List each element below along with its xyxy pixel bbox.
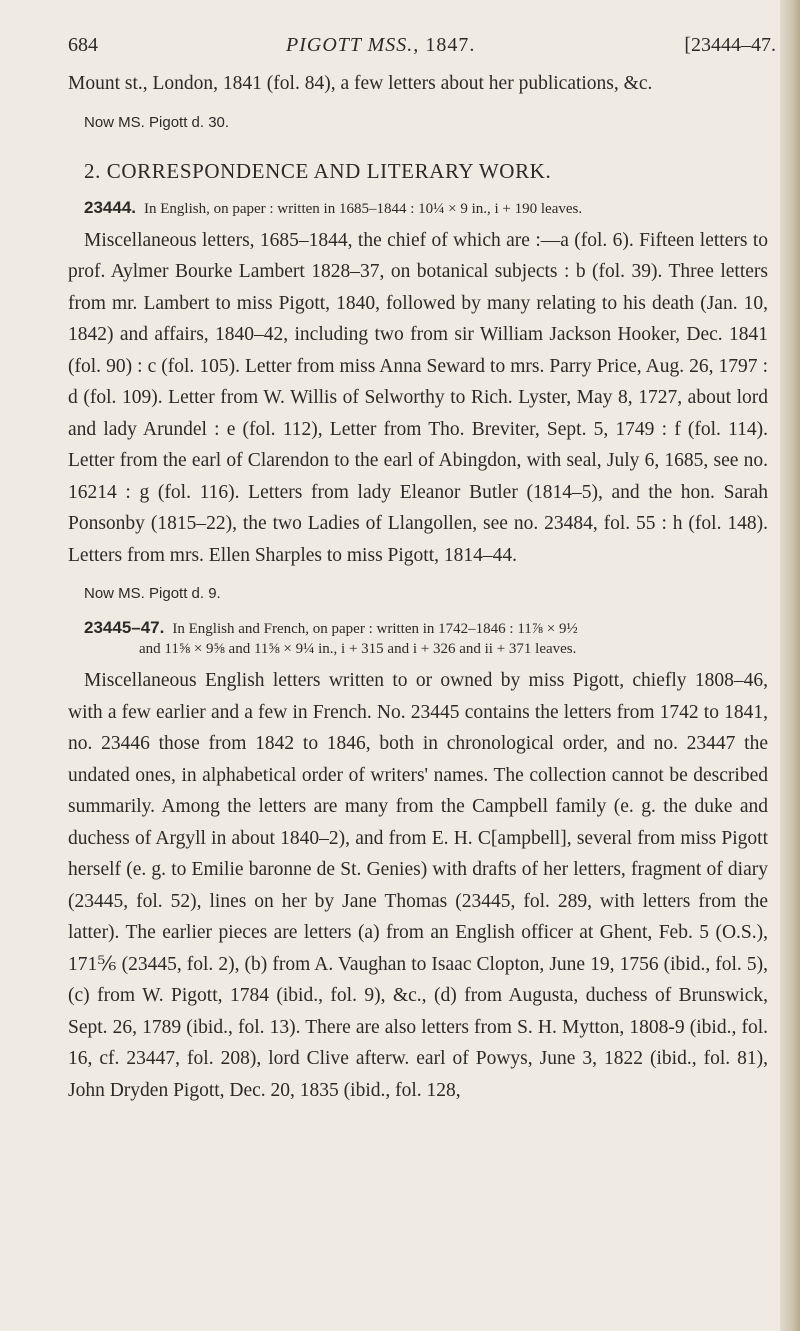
catalogue-page	[68, 34, 776, 1106]
entry-23445-47-physical-1: In English and French, on paper : written in 1742–1846 : 11⅞ × 9½	[172, 621, 578, 637]
entry-23445-47-head	[84, 618, 768, 659]
entry-23444-physical: In English, on paper : written in 1685–1844 : 10¼ × 9 in., i + 190 leaves.	[144, 200, 583, 217]
entry-23445-47-body: Miscellaneous English letters written to or owned by miss Pigott, chiefly 1808–46, with a few earlier and a few in French. No. 23445 contains the letters from 1742 to 1841, no. 23446 those from 1842 to 1846, both in chronological order, and no. 23447 the undated ones, in alphabetical order of writers' names. The collection cannot be described summarily. Among the letters are many from the Campbell family (e. g. the duke and duchess of Argyll in about 1840–2), and from E. H. C[ampbell], several from miss Pigott herself (e. g. to Emilie baronne de St. Genies) with drafts of her letters, fragment of diary (23445, fol. 52), lines on her by Jane Thomas (23445, fol. 289, with letters from the latter). The earlier pieces are letters (a) from an English officer at Ghent, Feb. 5 (O.S.), 171⅚ (23445, fol. 2), (b) from A. Vaughan to Isaac Clopton, June 19, 1756 (ibid., fol. 5), (c) from W. Pigott, 1784 (ibid., fol. 9), &c., (d) from Augusta, duchess of Brunswick, Sept. 26, 1789 (ibid., fol. 13). There are also letters from S. H. Mytton, 1808-9 (ibid., fol. 16, cf. 23447, fol. 208), lord Clive afterw. earl of Powys, June 3, 1822 (ibid., fol. 81), John Dryden Pigott, Dec. 20, 1835 (ibid., fol. 128,	[68, 670, 768, 1101]
entry-23444-number: 23444.	[84, 197, 136, 217]
page-edge-shadow	[780, 0, 800, 1331]
running-title-year: 1847.	[425, 34, 476, 56]
intro-now-ms: Now MS. Pigott d. 30.	[84, 113, 230, 131]
intro-paragraph: Mount st., London, 1841 (fol. 84), a few letters about her publications, &c.	[68, 73, 653, 94]
entry-23445-47-number: 23445–47.	[84, 618, 165, 637]
section-heading: 2. CORRESPONDENCE AND LITERARY WORK.	[84, 158, 552, 183]
running-title	[286, 34, 475, 57]
entry-23444-now-ms: Now MS. Pigott d. 9.	[84, 585, 221, 602]
shelfmark-range: [23444–47.	[684, 34, 776, 56]
entry-23445-47-physical-2: and 11⅝ × 9⅝ and 11⅝ × 9¼ in., i + 315 and i + 326 and ii + 371 leaves.	[139, 641, 577, 657]
running-title-text: PIGOTT MSS.,	[286, 34, 420, 56]
entry-23444-head	[84, 198, 768, 219]
entry-23444-body: Miscellaneous letters, 1685–1844, the chief of which are :—a (fol. 6). Fifteen letters to prof. Aylmer Bourke Lambert 1828–37, on botanical subjects : b (fol. 39). Three letters from mr. Lambert to miss Pigott, 1840, followed by many relating to his death (Jan. 10, 1842) and affairs, 1840–42, including two from sir William Jackson Hooker, Dec. 1841 (fol. 90) : c (fol. 105). Letter from miss Anna Seward to mrs. Parry Price, Aug. 26, 1797 : d (fol. 109). Letter from W. Willis of Selworthy to Rich. Lyster, May 8, 1727, about lord and lady Arundel : e (fol. 112), Letter from Tho. Breviter, Sept. 5, 1749 : f (fol. 114). Letter from the earl of Clarendon to the earl of Abingdon, with seal, July 6, 1685, see no. 16214 : g (fol. 116). Letters from lady Eleanor Butler (1814–5), and the hon. Sarah Ponsonby (1815–22), the two Ladies of Llangollen, see no. 23484, fol. 55 : h (fol. 148). Letters from mrs. Ellen Sharples to miss Pigott, 1814–44.	[68, 229, 768, 566]
running-header	[68, 34, 776, 68]
page-number: 684	[68, 34, 98, 56]
